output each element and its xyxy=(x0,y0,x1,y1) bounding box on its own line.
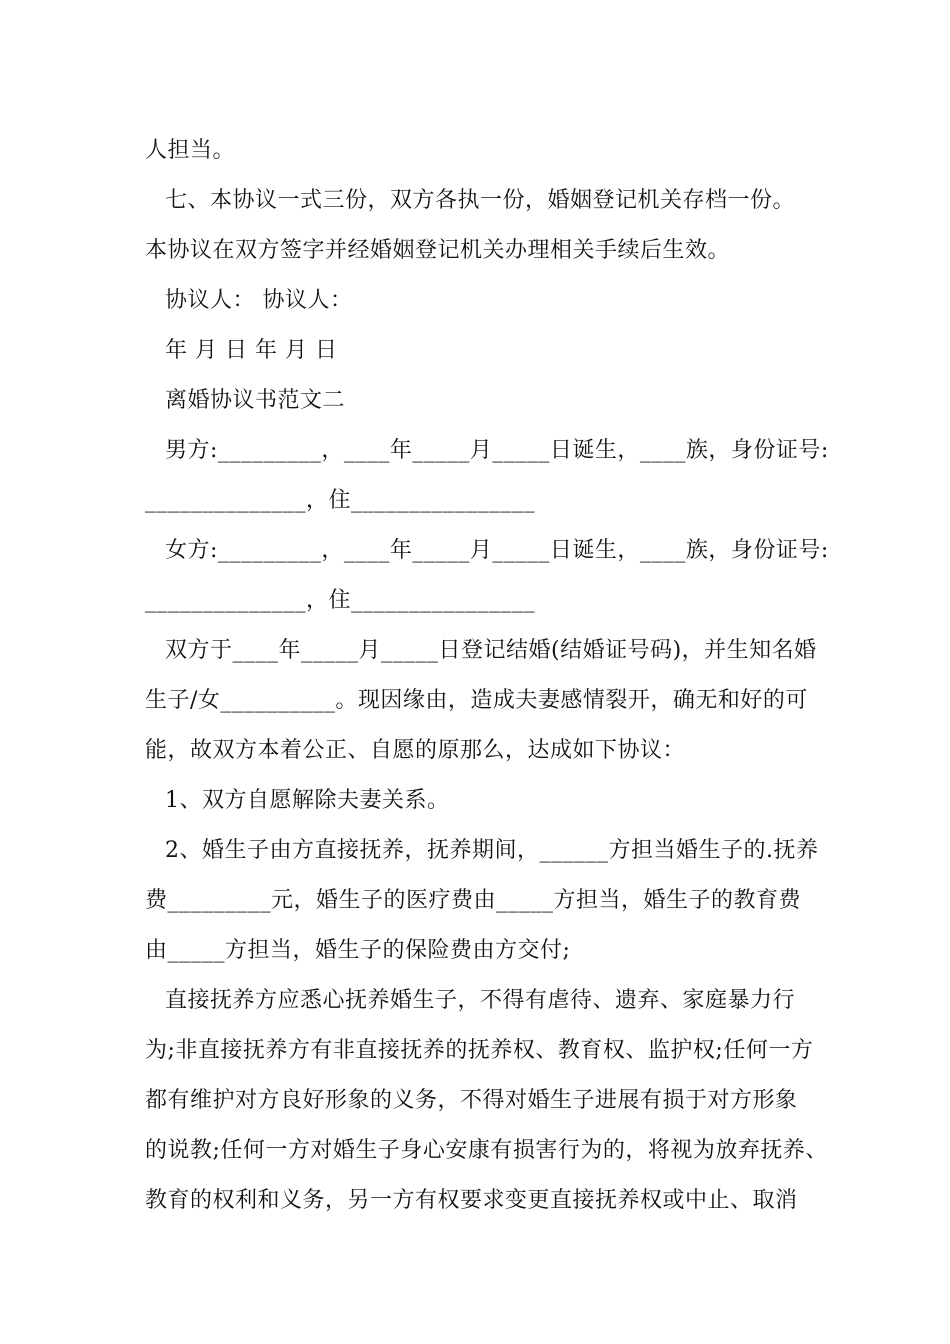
text-line: 教育的权利和义务，另一方有权要求变更直接抚养权或中止、取消 xyxy=(145,1188,798,1213)
text-line: 人担当。 xyxy=(145,138,236,163)
text-line: 都有维护对方良好形象的义务，不得对婚生子进展有损于对方形象 xyxy=(145,1088,798,1113)
date-line: 年 月 日 年 月 日 xyxy=(165,338,338,363)
text-line: 双方于____年_____月_____日登记结婚(结婚证号码)，并生知名婚 xyxy=(165,638,817,663)
text-line: 的说教;任何一方对婚生子身心安康有损害行为的，将视为放弃抚养、 xyxy=(145,1138,828,1163)
clause-line: 1、双方自愿解除夫妻关系。 xyxy=(165,788,450,813)
text-line: 为;非直接抚养方有非直接抚养的抚养权、教育权、监护权;任何一方 xyxy=(145,1038,814,1063)
section-title: 离婚协议书范文二 xyxy=(165,388,346,413)
text-line: 七、本协议一式三份，双方各执一份，婚姻登记机关存档一份。 xyxy=(165,188,796,213)
text-line: 由_____方担当，婚生子的保险费由方交付; xyxy=(145,938,571,963)
text-line: 费_________元，婚生子的医疗费由_____方担当，婚生子的教育费 xyxy=(145,888,802,913)
clause-line: 2、婚生子由方直接抚养，抚养期间，______方担当婚生子的.抚养 xyxy=(165,838,819,863)
text-line: 生子/女__________。现因缘由，造成夫妻感情裂开，确无和好的可 xyxy=(145,688,808,713)
signature-label-line: 协议人： 协议人： xyxy=(165,288,353,313)
male-party-address-line: ______________，住________________ xyxy=(145,488,536,513)
female-party-address-line: ______________，住________________ xyxy=(145,588,536,613)
text-line: 本协议在双方签字并经婚姻登记机关办理相关手续后生效。 xyxy=(145,238,731,263)
text-line: 能，故双方本着公正、自愿的原那么，达成如下协议： xyxy=(145,738,686,763)
female-party-line: 女方:_________，____年_____月_____日诞生，____族，身份证号: xyxy=(165,538,829,563)
male-party-line: 男方:_________，____年_____月_____日诞生，____族，身份证号: xyxy=(165,438,829,463)
text-line: 直接抚养方应悉心抚养婚生子，不得有虐待、遗弃、家庭暴力行 xyxy=(165,988,796,1013)
